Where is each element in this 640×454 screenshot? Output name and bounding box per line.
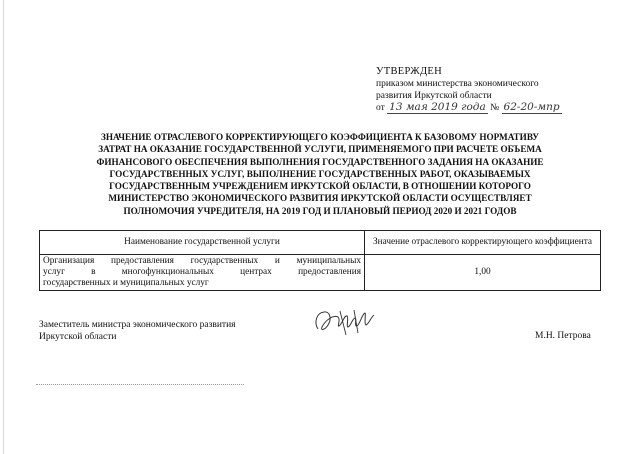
signer-position-line-1: Заместитель министра экономического развития bbox=[39, 320, 236, 330]
order-prefix: от bbox=[376, 103, 385, 113]
title-line: ГОСУДАРСТВЕННЫМ УЧРЕЖДЕНИЕМ ИРКУТСКОЙ ОБЛАСТИ, В ОТНОШЕНИИ КОТОРОГО bbox=[109, 181, 531, 192]
title-line: ГОСУДАРСТВЕННЫХ УСЛУГ, ВЫПОЛНЕНИЕ ГОСУДАРСТВЕННЫХ РАБОТ, ОКАЗЫВАЕМЫХ bbox=[109, 168, 531, 179]
signature-graphic bbox=[310, 305, 380, 341]
header-service-name: Наименование государственной услуги bbox=[40, 231, 365, 255]
signer-position-line-2: Иркутской области bbox=[39, 332, 117, 342]
handwritten-signature bbox=[310, 305, 380, 346]
page-edge-line bbox=[3, 0, 4, 454]
title-line: ЗАТРАТ НА ОКАЗАНИЕ ГОСУДАРСТВЕННОЙ УСЛУГИ, ПРИМЕНЯЕМОГО ПРИ РАСЧЕТЕ ОБЪЕМА bbox=[98, 144, 542, 155]
order-number-label: № bbox=[490, 103, 500, 113]
title-line: ЗНАЧЕНИЕ ОТРАСЛЕВОГО КОРРЕКТИРУЮЩЕГО КОЭФФИЦИЕНТА К БАЗОВОМУ НОРМАТИВУ bbox=[101, 132, 539, 142]
service-line: Организация предоставления государственных и муниципальных bbox=[43, 256, 361, 266]
coefficient-value-cell: 1,00 bbox=[365, 255, 601, 291]
service-name-cell bbox=[40, 255, 365, 291]
service-line: государственных и муниципальных услуг bbox=[43, 278, 209, 288]
title-line: МИНИСТЕРСТВО ЭКОНОМИЧЕСКОГО РАЗВИТИЯ ИРКУТСКОЙ ОБЛАСТИ ОСУЩЕСТВЛЯЕТ bbox=[108, 193, 532, 204]
service-line: услуг в многофункциональных центрах предоставления bbox=[43, 267, 361, 277]
title-line: ПОЛНОМОЧИЯ УЧРЕДИТЕЛЯ, НА 2019 ГОД И ПЛАНОВЫЙ ПЕРИОД 2020 И 2021 ГОДОВ bbox=[123, 205, 517, 216]
signer-name: М.Н. Петрова bbox=[535, 331, 591, 341]
title-line: ФИНАНСОВОГО ОБЕСПЕЧЕНИЯ ВЫПОЛНЕНИЯ ГОСУДАРСТВЕННОГО ЗАДАНИЯ НА ОКАЗАНИЕ bbox=[96, 156, 544, 167]
header-coefficient-value: Значение отраслевого корректирующего коэффициента bbox=[365, 231, 601, 255]
signer-position bbox=[39, 319, 236, 343]
order-date-handwritten: 13 мая 2019 года bbox=[389, 101, 486, 113]
coefficient-table bbox=[39, 230, 601, 291]
approval-title: УТВЕРЖДЕН bbox=[376, 66, 443, 77]
table-row bbox=[40, 255, 601, 291]
order-line bbox=[376, 102, 562, 114]
footer-divider bbox=[36, 384, 244, 385]
table-header-row bbox=[40, 231, 601, 255]
order-number-handwritten: 62-20-мпр bbox=[503, 101, 560, 113]
document-title bbox=[60, 131, 580, 217]
approval-line-2: развития Иркутской области bbox=[376, 91, 492, 101]
approval-stamp-block bbox=[376, 66, 562, 114]
approval-line-1: приказом министерства экономического bbox=[376, 79, 539, 89]
